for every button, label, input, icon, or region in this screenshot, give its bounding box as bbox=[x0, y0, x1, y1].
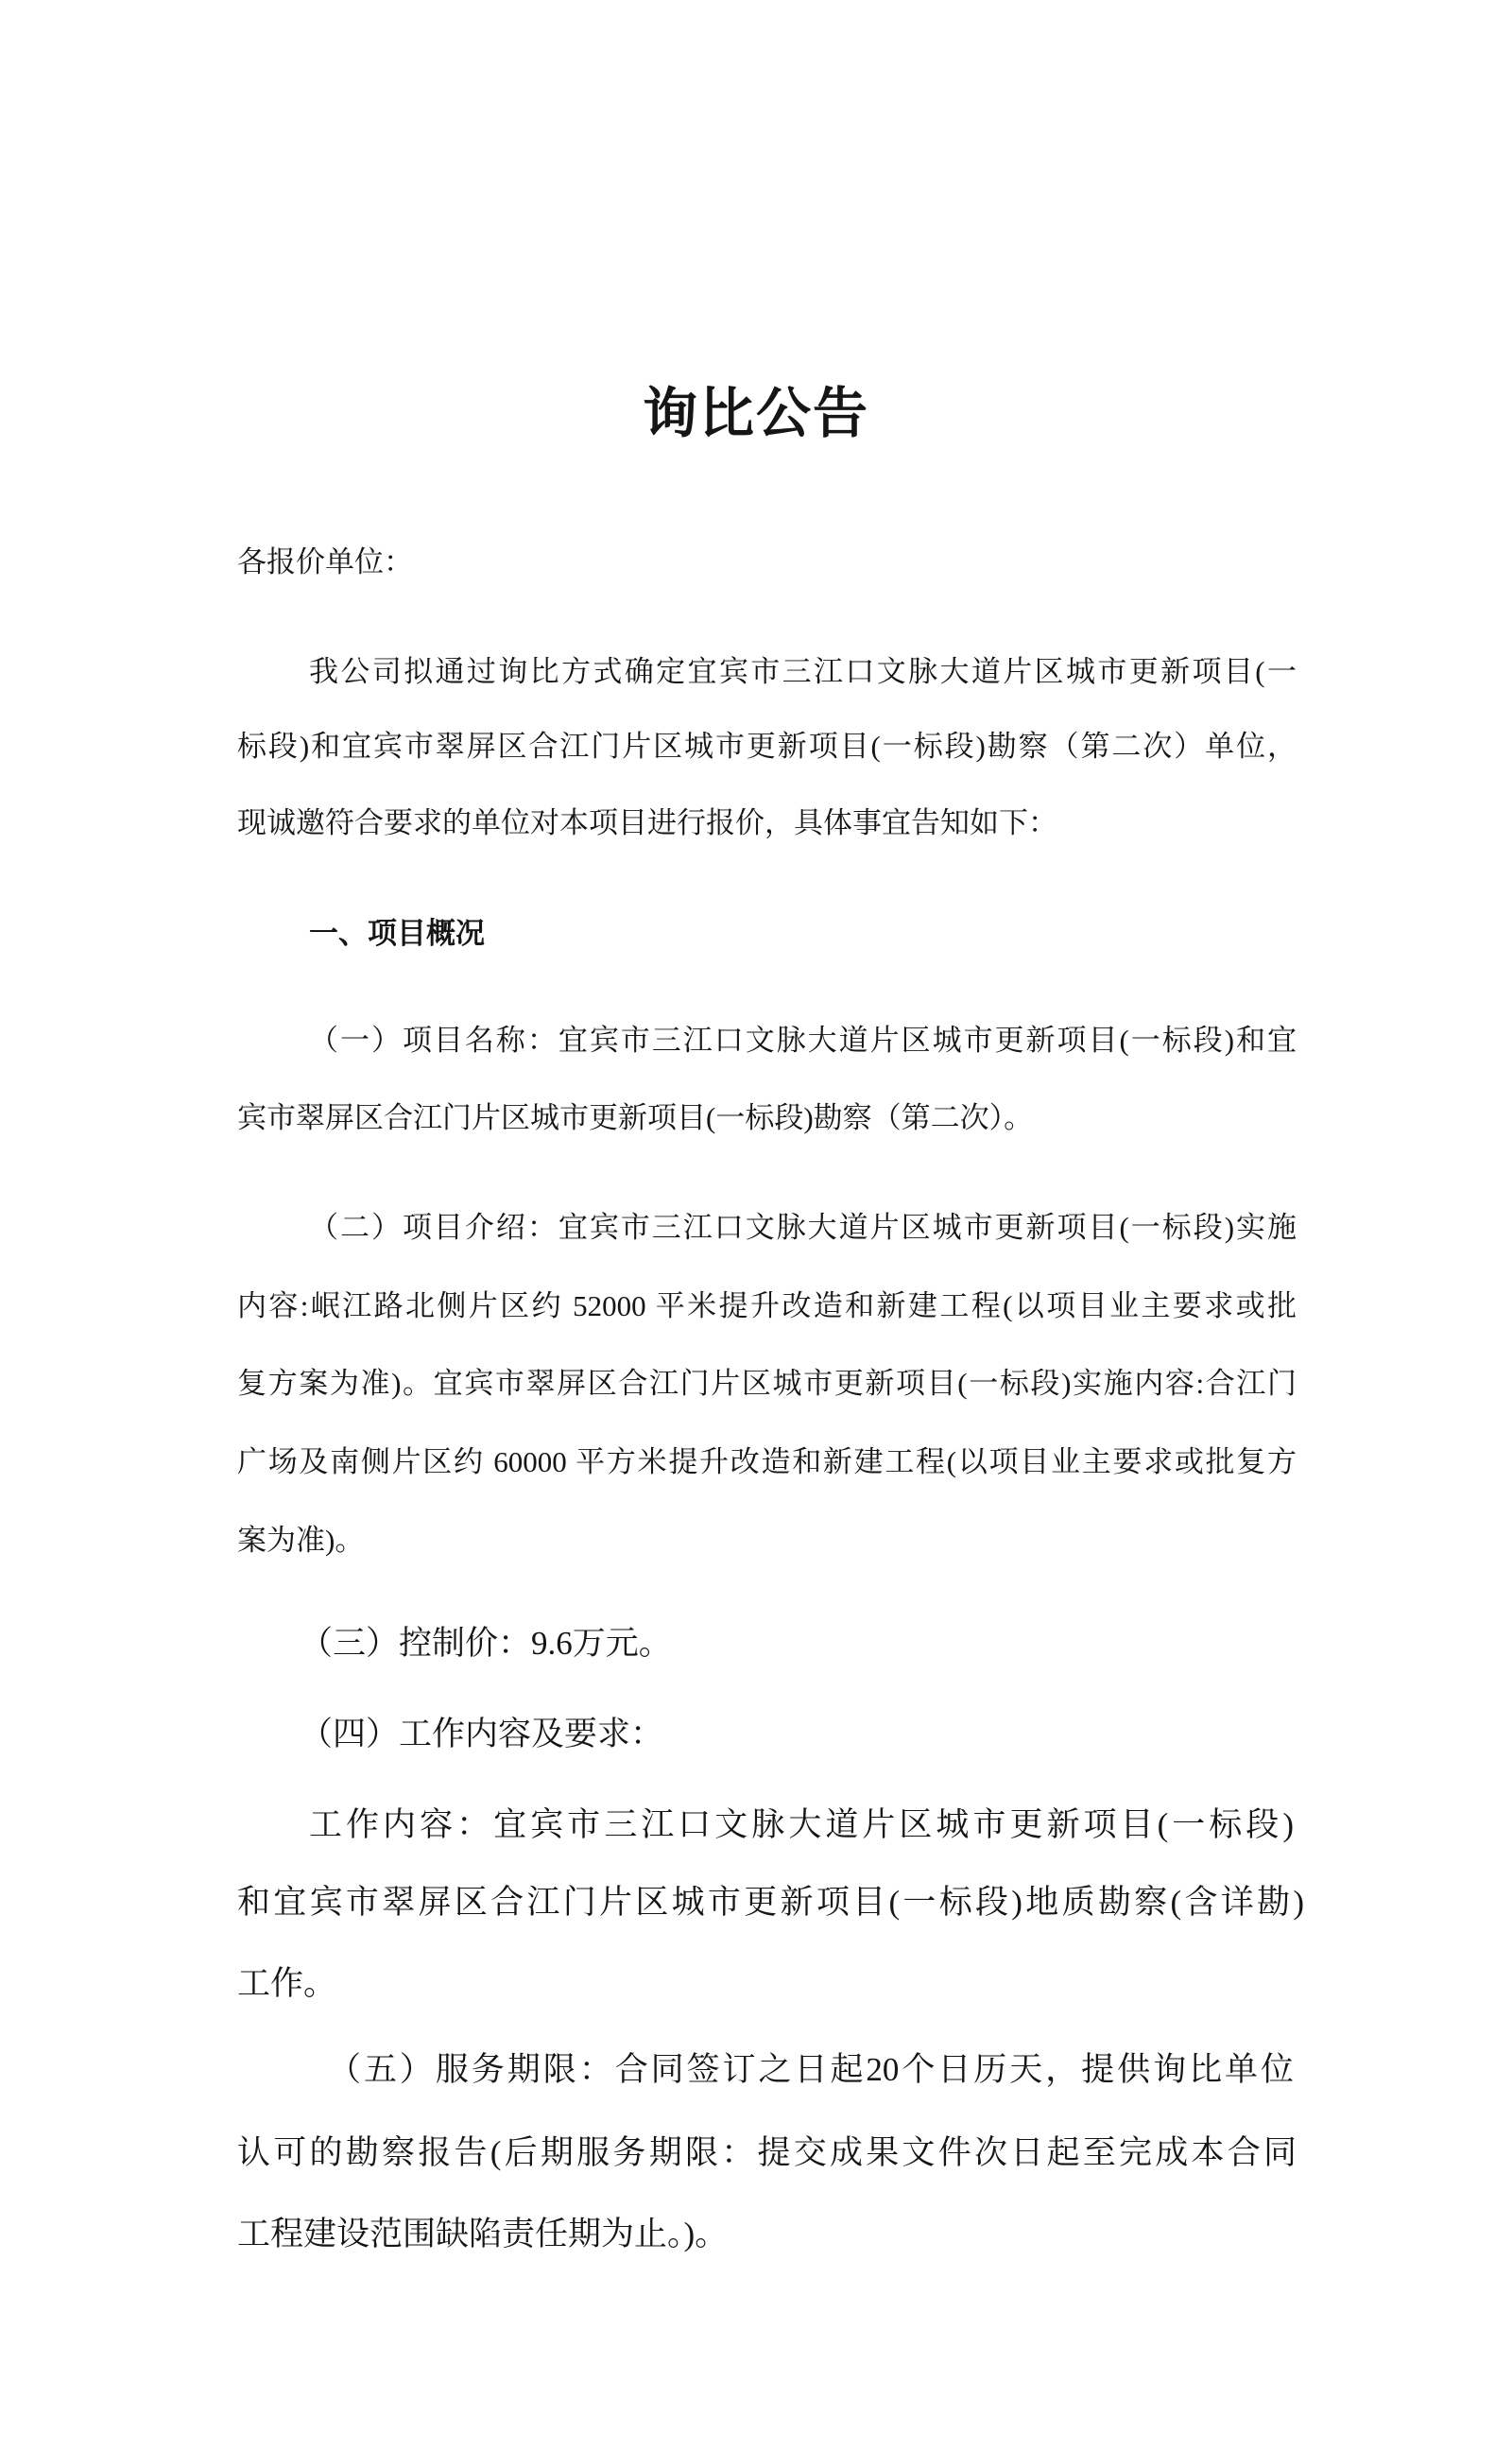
work-content-line: 工作。 bbox=[237, 1965, 337, 2002]
item2-line: （二）项目介绍：宜宾市三江口文脉大道片区城市更新项目(一标段)实施 bbox=[309, 1211, 1297, 1244]
item2-line: 复方案为准)。宜宾市翠屏区合江门片区城市更新项目(一标段)实施内容:合江门 bbox=[237, 1367, 1297, 1400]
salutation: 各报价单位： bbox=[237, 545, 413, 578]
section-heading: 一、项目概况 bbox=[309, 917, 485, 950]
item1-line: 宾市翠屏区合江门片区城市更新项目(一标段)勘察（第二次）。 bbox=[237, 1101, 1034, 1134]
item5-line: 认可的勘察报告(后期服务期限：提交成果文件次日起至完成本合同 bbox=[237, 2134, 1297, 2171]
intro-line: 我公司拟通过询比方式确定宜宾市三江口文脉大道片区城市更新项目(一 bbox=[309, 655, 1297, 688]
page-title: 询比公告 bbox=[642, 383, 869, 444]
item2-line: 案为准)。 bbox=[237, 1524, 365, 1557]
work-content-line: 和宜宾市翠屏区合江门片区城市更新项目(一标段)地质勘察(含详勘) bbox=[237, 1884, 1304, 1921]
item1-line: （一）项目名称：宜宾市三江口文脉大道片区城市更新项目(一标段)和宜 bbox=[309, 1024, 1297, 1057]
item2-line: 内容:岷江路北侧片区约 52000 平米提升改造和新建工程(以项目业主要求或批 bbox=[237, 1289, 1297, 1322]
item3-control-price: （三）控制价：9.6万元。 bbox=[300, 1625, 672, 1662]
intro-line: 现诚邀符合要求的单位对本项目进行报价，具体事宜告知如下： bbox=[237, 806, 1057, 839]
item4-heading: （四）工作内容及要求： bbox=[300, 1716, 664, 1752]
work-content-line: 工作内容：宜宾市三江口文脉大道片区城市更新项目(一标段) bbox=[309, 1806, 1294, 1843]
item2-line: 广场及南侧片区约 60000 平方米提升改造和新建工程(以项目业主要求或批复方 bbox=[237, 1445, 1297, 1478]
item5-line: 工程建设范围缺陷责任期为止。)。 bbox=[237, 2216, 729, 2252]
item5-line: （五）服务期限：合同签订之日起20个日历天，提供询比单位 bbox=[328, 2051, 1294, 2088]
intro-line: 标段)和宜宾市翠屏区合江门片区城市更新项目(一标段)勘察（第二次）单位， bbox=[237, 730, 1297, 763]
